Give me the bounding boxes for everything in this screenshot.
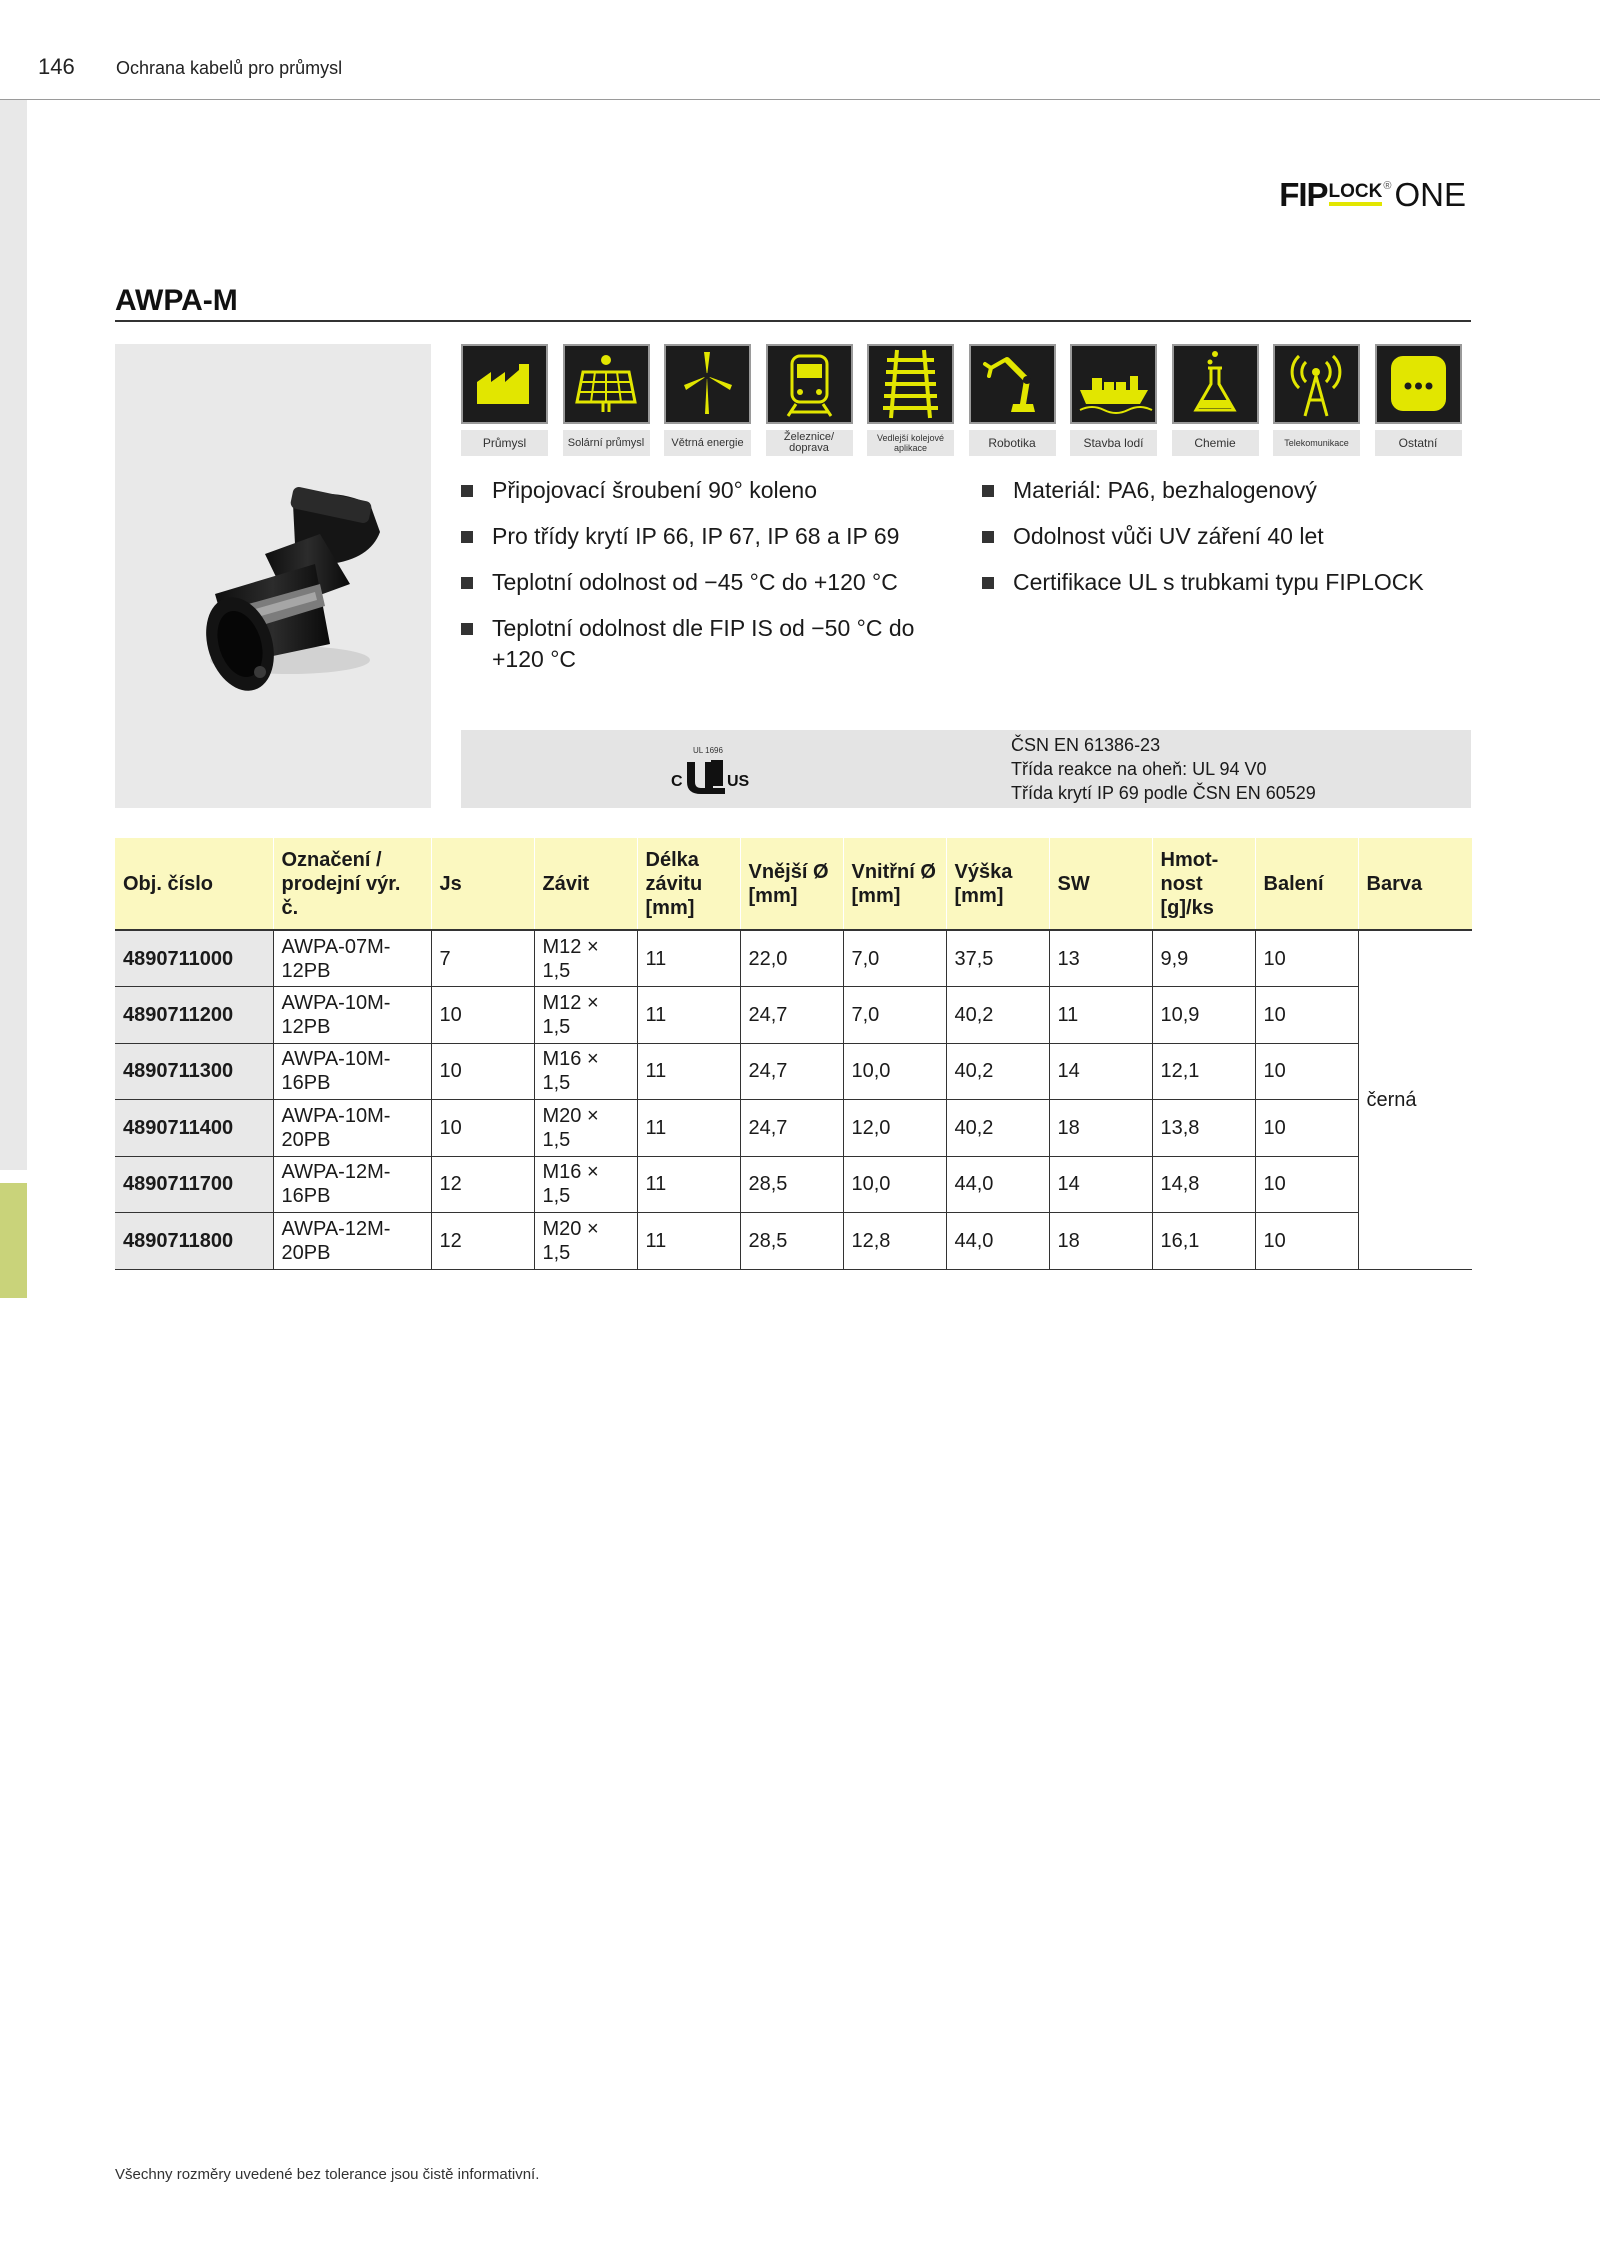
col-header: Balení	[1255, 838, 1358, 930]
col-header: Délka závitu [mm]	[637, 838, 740, 930]
page-number: 146	[38, 54, 75, 79]
side-accent	[0, 1183, 27, 1298]
cell: 14	[1049, 1043, 1152, 1100]
sector-label: Vedlejší kolejové aplikace	[867, 430, 954, 456]
cell: 10	[1255, 1100, 1358, 1157]
logo-one: ONE	[1394, 176, 1466, 213]
col-header: Vnitřní Ø [mm]	[843, 838, 946, 930]
col-header: Obj. číslo	[115, 838, 273, 930]
cell: 13,8	[1152, 1100, 1255, 1157]
wind-turbine-icon	[664, 344, 751, 424]
svg-text:UL 1696: UL 1696	[693, 746, 723, 755]
cell: M16 × 1,5	[534, 1043, 637, 1100]
cell: M16 × 1,5	[534, 1156, 637, 1213]
solar-panel-icon	[563, 344, 650, 424]
col-header: Hmot-nost [g]/ks	[1152, 838, 1255, 930]
antenna-icon	[1273, 344, 1360, 424]
cell: 10,0	[843, 1156, 946, 1213]
cell: 4890711000	[115, 930, 273, 987]
cell: 10	[1255, 930, 1358, 987]
footer-note: Všechny rozměry uvedené bez tolerance jsou čistě informativní.	[115, 2166, 540, 2183]
sector-label: Ostatní	[1375, 430, 1462, 456]
logo-lock: LOCK	[1329, 182, 1383, 206]
certification-text	[1011, 733, 1316, 805]
cell: 11	[637, 1100, 740, 1157]
table-row	[115, 930, 1472, 987]
section-title: Ochrana kabelů pro průmysl	[116, 58, 343, 78]
side-strip	[0, 100, 27, 1170]
cell: 44,0	[946, 1156, 1049, 1213]
elbow-fitting-image	[115, 344, 431, 808]
cell: 12,0	[843, 1100, 946, 1157]
feature-item: Připojovací šroubení 90° koleno	[461, 475, 941, 506]
cell: 10	[1255, 1156, 1358, 1213]
ul-certification-logo	[671, 738, 781, 802]
cell: 7,0	[843, 930, 946, 987]
feature-list-left	[461, 475, 941, 690]
table-header-row	[115, 838, 1472, 930]
cell: 4890711700	[115, 1156, 273, 1213]
sector-icons	[461, 344, 1471, 456]
svg-text:US: US	[727, 773, 750, 790]
sector-label: Chemie	[1172, 430, 1259, 456]
col-header: Vnější Ø [mm]	[740, 838, 843, 930]
cell: 37,5	[946, 930, 1049, 987]
col-header: SW	[1049, 838, 1152, 930]
cell: 24,7	[740, 987, 843, 1044]
cell: 40,2	[946, 1100, 1049, 1157]
cell: 4890711800	[115, 1213, 273, 1270]
cell: 11	[637, 1213, 740, 1270]
table-row	[115, 987, 1472, 1044]
table-row	[115, 1156, 1472, 1213]
cert-line: Třída krytí IP 69 podle ČSN EN 60529	[1011, 783, 1316, 803]
feature-item: Certifikace UL s trubkami typu FIPLOCK	[982, 567, 1482, 598]
cell: 10	[431, 987, 534, 1044]
cell: 10,9	[1152, 987, 1255, 1044]
cell: 11	[637, 1043, 740, 1100]
certification-bar	[461, 730, 1471, 808]
cell: AWPA-10M-20PB	[273, 1100, 431, 1157]
product-table	[115, 838, 1472, 1270]
cell: AWPA-07M-12PB	[273, 930, 431, 987]
cell: 18	[1049, 1213, 1152, 1270]
col-header: Barva	[1358, 838, 1472, 930]
cell: 11	[1049, 987, 1152, 1044]
cell: 4890711200	[115, 987, 273, 1044]
cell: 18	[1049, 1100, 1152, 1157]
sector-label: Solární průmysl	[563, 430, 650, 456]
fiplock-one-logo	[1279, 178, 1466, 211]
cert-line: Třída reakce na oheň: UL 94 V0	[1011, 759, 1267, 779]
train-icon	[766, 344, 853, 424]
page-header	[0, 0, 1600, 100]
cell: 4890711400	[115, 1100, 273, 1157]
sector-label: Větrná energie	[664, 430, 751, 456]
cell: 10	[431, 1043, 534, 1100]
cell: 13	[1049, 930, 1152, 987]
cell: M20 × 1,5	[534, 1213, 637, 1270]
cell: 10	[431, 1100, 534, 1157]
sector-label: Robotika	[969, 430, 1056, 456]
table-row	[115, 1043, 1472, 1100]
cell: 28,5	[740, 1213, 843, 1270]
rail-track-icon	[867, 344, 954, 424]
cell: 24,7	[740, 1043, 843, 1100]
cell: AWPA-10M-16PB	[273, 1043, 431, 1100]
cell: 10	[1255, 1043, 1358, 1100]
cell: 7,0	[843, 987, 946, 1044]
more-icon	[1375, 344, 1462, 424]
col-header: Výška [mm]	[946, 838, 1049, 930]
cell: AWPA-12M-16PB	[273, 1156, 431, 1213]
product-photo	[115, 344, 431, 808]
svg-text:C: C	[671, 773, 683, 790]
cell: 12	[431, 1156, 534, 1213]
cell: 9,9	[1152, 930, 1255, 987]
color-cell: černá	[1358, 930, 1472, 1269]
col-header: Označení / prodejní výr. č.	[273, 838, 431, 930]
logo-fip: FIP	[1279, 176, 1328, 213]
cell: 4890711300	[115, 1043, 273, 1100]
sector-label: Stavba lodí	[1070, 430, 1157, 456]
cell: M12 × 1,5	[534, 930, 637, 987]
flask-icon	[1172, 344, 1259, 424]
cell: 11	[637, 930, 740, 987]
sector-label: Průmysl	[461, 430, 548, 456]
feature-list-right	[982, 475, 1482, 613]
cell: 11	[637, 1156, 740, 1213]
feature-item: Odolnost vůči UV záření 40 let	[982, 521, 1482, 552]
table-row	[115, 1213, 1472, 1270]
feature-item: Pro třídy krytí IP 66, IP 67, IP 68 a IP 69	[461, 521, 941, 552]
cell: 10	[1255, 1213, 1358, 1270]
cell: 7	[431, 930, 534, 987]
cell: 40,2	[946, 1043, 1049, 1100]
cell: 24,7	[740, 1100, 843, 1157]
title-rule	[115, 320, 1471, 322]
cell: 14	[1049, 1156, 1152, 1213]
col-header: Závit	[534, 838, 637, 930]
cell: 12,1	[1152, 1043, 1255, 1100]
feature-item: Materiál: PA6, bezhalogenový	[982, 475, 1482, 506]
table-row	[115, 1100, 1472, 1157]
cell: 12	[431, 1213, 534, 1270]
feature-item: Teplotní odolnost dle FIP IS od −50 °C do +120 °C	[461, 613, 941, 675]
cell: 11	[637, 987, 740, 1044]
cell: M20 × 1,5	[534, 1100, 637, 1157]
cell: 12,8	[843, 1213, 946, 1270]
ul-mark-graphic	[671, 738, 781, 802]
cell: AWPA-12M-20PB	[273, 1213, 431, 1270]
cell: 14,8	[1152, 1156, 1255, 1213]
cell: 10,0	[843, 1043, 946, 1100]
cell: 10	[1255, 987, 1358, 1044]
cell: 22,0	[740, 930, 843, 987]
sector-label: Telekomunikace	[1273, 430, 1360, 456]
product-title: AWPA-M	[115, 284, 238, 317]
cell: 40,2	[946, 987, 1049, 1044]
robot-arm-icon	[969, 344, 1056, 424]
col-header: Js	[431, 838, 534, 930]
cert-line: ČSN EN 61386-23	[1011, 735, 1161, 755]
logo-registered: ®	[1383, 180, 1392, 192]
cell: 28,5	[740, 1156, 843, 1213]
sector-label: Železnice/ doprava	[766, 430, 853, 456]
cell: AWPA-10M-12PB	[273, 987, 431, 1044]
feature-item: Teplotní odolnost od −45 °C do +120 °C	[461, 567, 941, 598]
cell: 16,1	[1152, 1213, 1255, 1270]
ship-icon	[1070, 344, 1157, 424]
cell: 44,0	[946, 1213, 1049, 1270]
cell: M12 × 1,5	[534, 987, 637, 1044]
factory-icon	[461, 344, 548, 424]
